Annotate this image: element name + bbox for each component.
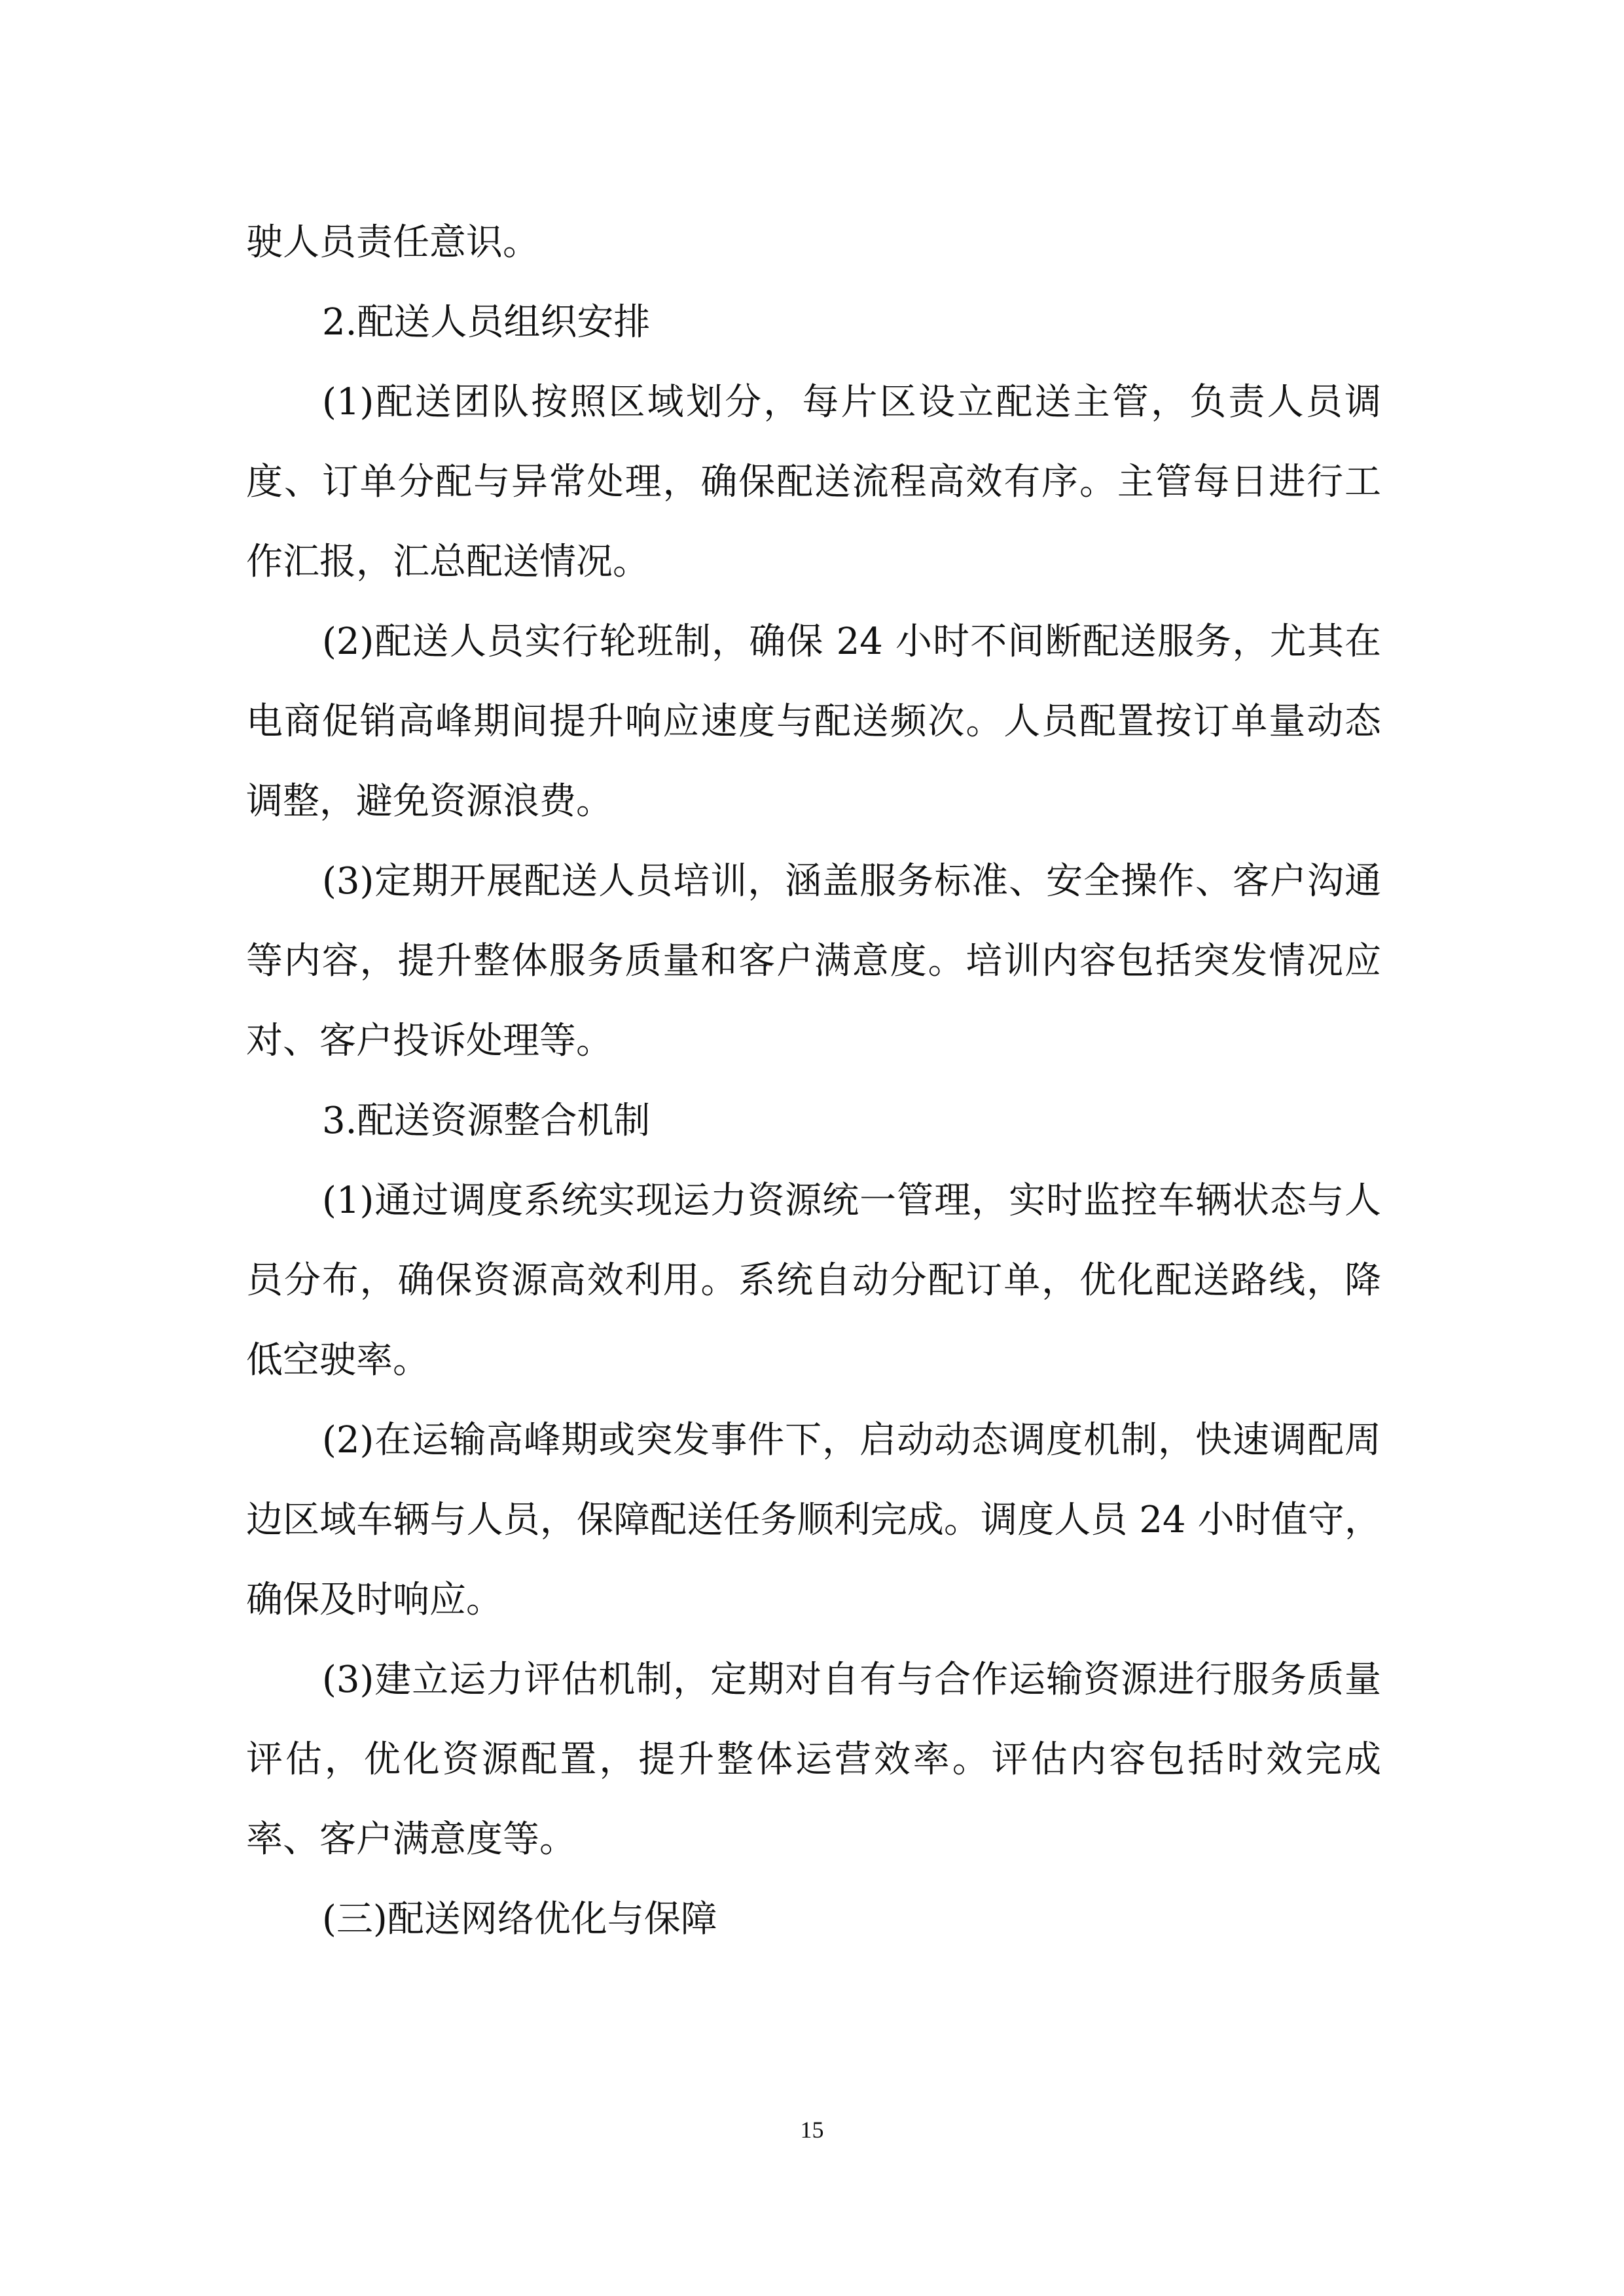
section-heading-resource-integration: 3.配送资源整合机制 [322,1100,651,1142]
paragraph-continuation: 驶人员责任意识。 [246,221,539,264]
page-number: 15 [800,2117,824,2143]
paragraph-item-3: (3)定期开展配送人员培训，涵盖服务标准、安全操作、客户沟通等内容，提升整体服务质量和客户满意度。培训内容包括突发情况应对、客户投诉处理等。 [246,860,1381,1062]
page-body [246,203,1381,1960]
paragraph-item-2: (2)在运输高峰期或突发事件下，启动动态调度机制，快速调配周边区域车辆与人员，保障配送任务顺利完成。调度人员 24 小时值守，确保及时响应。 [246,1419,1381,1621]
paragraph-item-1: (1)配送团队按照区域划分，每片区设立配送主管，负责人员调度、订单分配与异常处理，确保配送流程高效有序。主管每日进行工作汇报，汇总配送情况。 [246,381,1381,583]
section-heading-delivery-staff: 2.配送人员组织安排 [322,301,651,344]
section-heading-network-optimization: (三)配送网络优化与保障 [322,1898,717,1941]
paragraph-item-2: (2)配送人员实行轮班制，确保 24 小时不间断配送服务，尤其在电商促销高峰期间提升响应速度与配送频次。人员配置按订单量动态调整，避免资源浪费。 [246,620,1381,823]
paragraph-item-3: (3)建立运力评估机制，定期对自有与合作运输资源进行服务质量评估，优化资源配置，提升整体运营效率。评估内容包括时效完成率、客户满意度等。 [246,1659,1381,1861]
paragraph-item-1: (1)通过调度系统实现运力资源统一管理，实时监控车辆状态与人员分布，确保资源高效利用。系统自动分配订单，优化配送路线，降低空驶率。 [246,1179,1381,1382]
